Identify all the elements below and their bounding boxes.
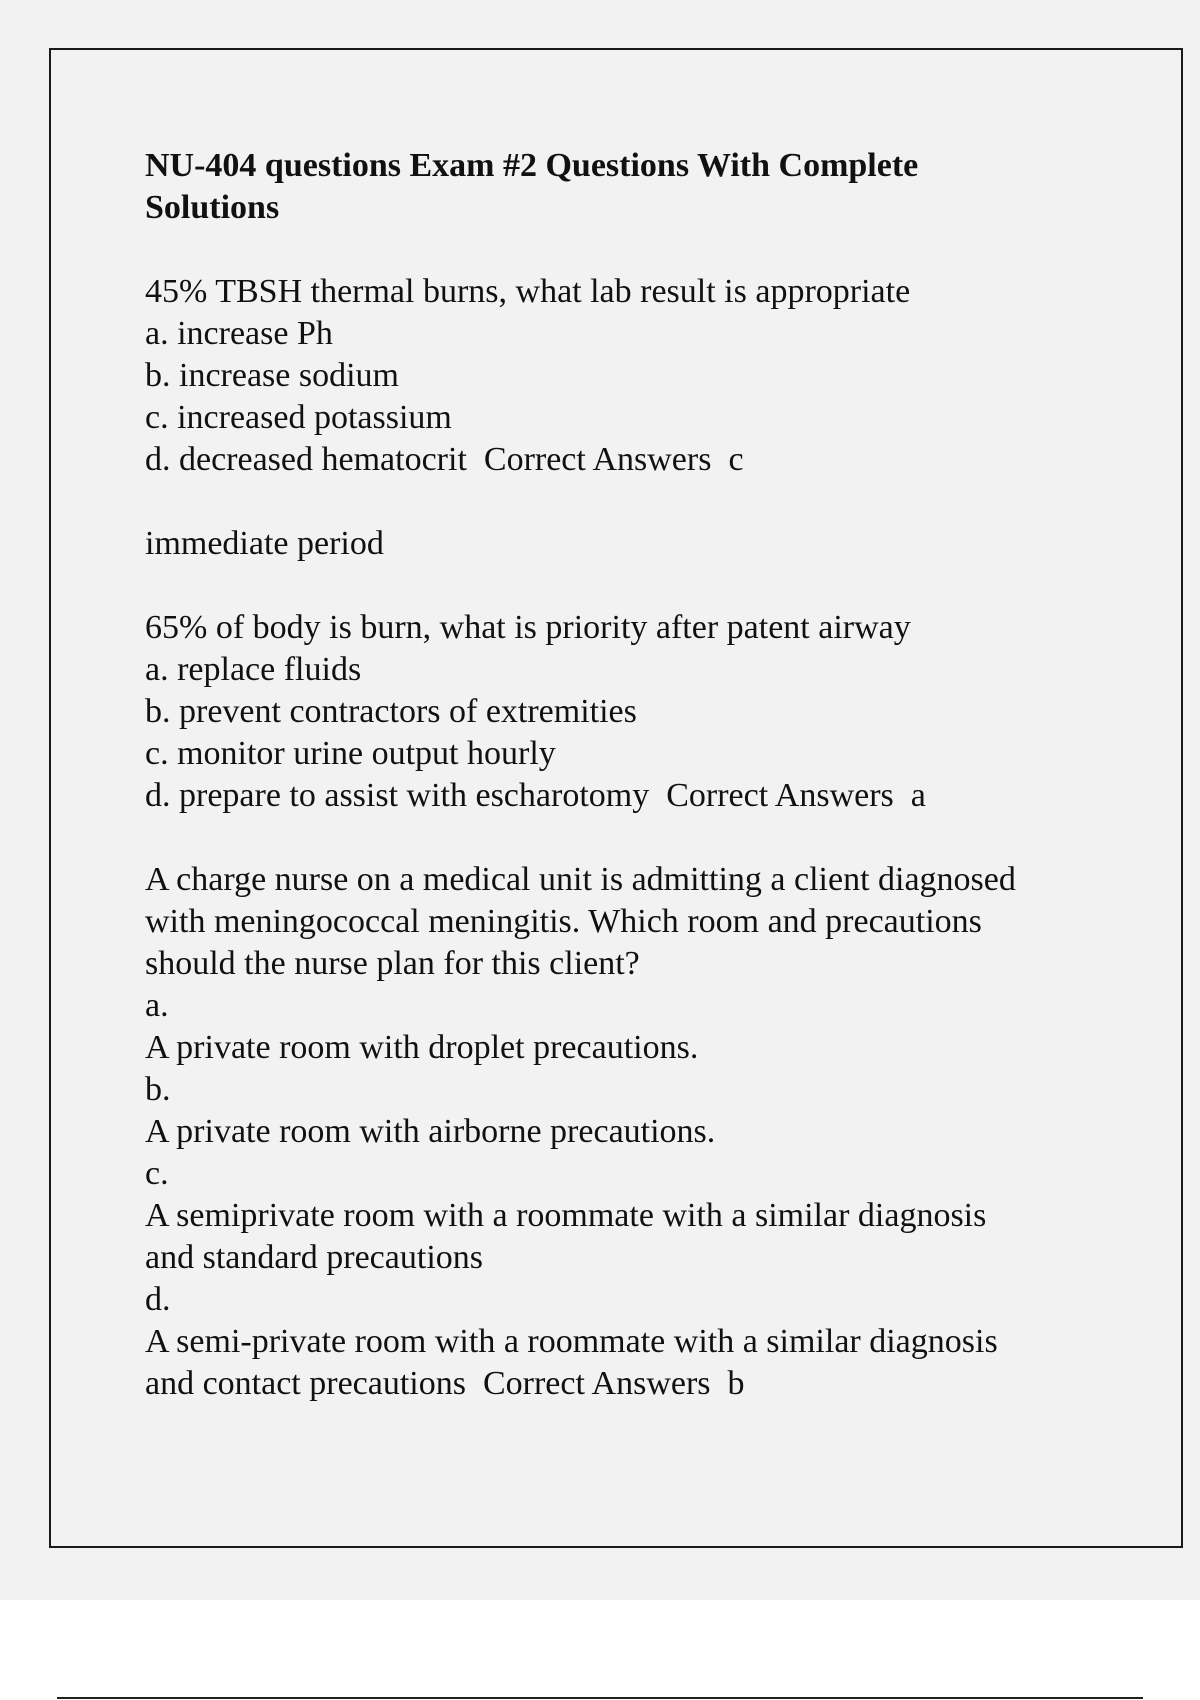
question-4-option-b-text: A private room with airborne precautions. [145,1113,716,1150]
question-1-option-b: b. increase sodium [145,357,399,394]
question-4-option-c-label: c. [145,1155,169,1192]
question-4-option-a-text: A private room with droplet precautions. [145,1029,699,1066]
question-1-option-a: a. increase Ph [145,315,333,352]
question-1-text: 45% TBSH thermal burns, what lab result is appropriate [145,273,911,310]
question-1-option-c: c. increased potassium [145,399,452,436]
question-4-text-line-3: should the nurse plan for this client? [145,945,640,982]
question-3-text: 65% of body is burn, what is priority after patent airway [145,609,911,646]
question-2-text: immediate period [145,525,384,562]
question-4-text-line-2: with meningococcal meningitis. Which room and precautions [145,903,982,940]
question-4-option-c-text-line-2: and standard precautions [145,1239,483,1276]
question-4-text-line-1: A charge nurse on a medical unit is admitting a client diagnosed [145,861,1016,898]
question-2 [145,523,1105,565]
question-1 [145,271,1105,481]
title-line-1: NU-404 questions Exam #2 Questions With Complete [145,147,919,184]
question-3-option-a: a. replace fluids [145,651,362,688]
page-bottom-rule [57,1697,1143,1699]
question-3-option-b: b. prevent contractors of extremities [145,693,637,730]
question-4-option-d-text-line-1: A semi-private room with a roommate with a similar diagnosis [145,1323,998,1360]
title-line-2: Solutions [145,189,280,226]
question-4 [145,859,1105,1405]
question-4-option-d-label: d. [145,1281,171,1318]
question-4-option-a-label: a. [145,987,169,1024]
question-3-option-c: c. monitor urine output hourly [145,735,556,772]
question-4-option-b-label: b. [145,1071,171,1108]
question-1-option-d-answer: d. decreased hematocrit Correct Answers c [145,441,744,478]
question-3-option-d-answer: d. prepare to assist with escharotomy Correct Answers a [145,777,926,814]
question-4-option-d-text-line-2-answer: and contact precautions Correct Answers b [145,1365,745,1402]
question-3 [145,607,1105,817]
document-content [145,145,1105,1447]
document-title [145,145,1105,229]
question-4-option-c-text-line-1: A semiprivate room with a roommate with a similar diagnosis [145,1197,987,1234]
